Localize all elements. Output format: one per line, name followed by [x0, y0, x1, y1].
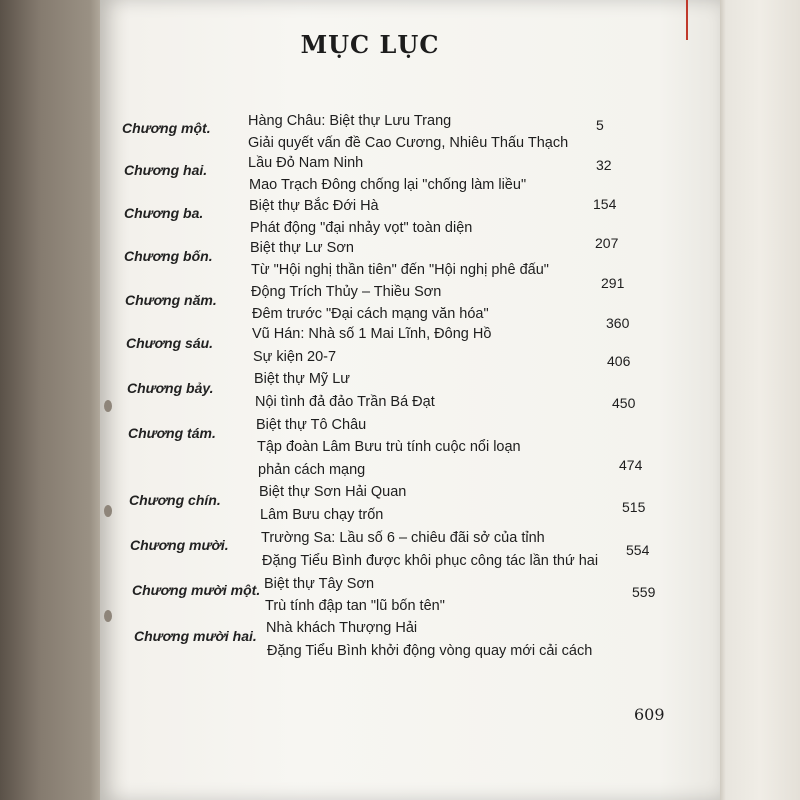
folio-page-number: 609	[634, 705, 665, 724]
toc-entry: Mao Trạch Đông chống lại "chống làm liều"	[249, 177, 527, 193]
toc-entry: Trường Sa: Lầu số 6 – chiêu đãi sở của tỉnh	[261, 530, 545, 546]
chapter-label: Chương mười một.	[132, 582, 261, 598]
toc-entry: Nội tình đả đảo Trần Bá Đạt	[255, 394, 435, 410]
toc-entry: Hàng Châu: Biệt thự Lưu Trang	[248, 113, 452, 129]
toc-entry: Lầu Đỏ Nam Ninh	[248, 155, 364, 171]
page-number: 207	[595, 235, 619, 251]
page-number: 406	[607, 353, 631, 369]
toc-entry: Đặng Tiểu Bình khởi động vòng quay mới cải cách	[267, 643, 593, 659]
page-number: 515	[622, 499, 646, 515]
chapter-label: Chương ba.	[124, 205, 204, 221]
toc-entry: Lâm Bưu chạy trốn	[260, 507, 384, 523]
toc-entry: Nhà khách Thượng Hải	[266, 620, 418, 636]
toc-entry: Đêm trước "Đại cách mạng văn hóa"	[252, 306, 489, 322]
chapter-label: Chương chín.	[129, 492, 221, 508]
page-number: 559	[632, 584, 656, 600]
toc-entry: Biệt thự Tô Châu	[256, 417, 367, 433]
toc-entry: Từ "Hội nghị thần tiên" đến "Hội nghị phê đấu"	[251, 262, 549, 278]
chapter-label: Chương một.	[122, 120, 211, 136]
toc-entry: Đặng Tiểu Bình được khôi phục công tác lần thứ hai	[262, 553, 599, 569]
toc-entry: Vũ Hán: Nhà số 1 Mai Lĩnh, Đông Hồ	[252, 326, 492, 342]
binding-hole	[104, 610, 112, 622]
chapter-label: Chương năm.	[125, 292, 217, 308]
page-number: 554	[626, 542, 650, 558]
page-number: 32	[596, 157, 612, 173]
toc-entry: Sự kiện 20-7	[253, 349, 337, 365]
binding-hole	[104, 505, 112, 517]
next-page-edge	[720, 0, 800, 800]
toc-entry: Phát động "đại nhảy vọt" toàn diện	[250, 220, 473, 236]
toc-entry: Tập đoàn Lâm Bưu trù tính cuộc nổi loạn	[257, 439, 521, 455]
toc-entry: Biệt thự Sơn Hải Quan	[259, 484, 407, 500]
page-number: 474	[619, 457, 643, 473]
binding-hole	[104, 400, 112, 412]
page-number: 5	[596, 117, 604, 133]
chapter-label: Chương hai.	[124, 162, 208, 178]
toc-title: MỤC LỤC	[300, 30, 440, 59]
page-number: 291	[601, 275, 625, 291]
page-number: 360	[606, 315, 630, 331]
page-number: 154	[593, 196, 617, 212]
toc-entry: Biệt thự Lư Sơn	[250, 240, 354, 256]
chapter-label: Chương bốn.	[124, 248, 213, 264]
chapter-label: Chương tám.	[128, 425, 216, 441]
page-number: 450	[612, 395, 636, 411]
toc-entry: Biệt thự Mỹ Lư	[254, 371, 350, 387]
toc-entry: Biệt thự Bắc Đới Hà	[249, 198, 379, 214]
toc-entry: Trù tính đập tan "lũ bốn tên"	[265, 598, 445, 614]
chapter-label: Chương sáu.	[126, 335, 214, 351]
chapter-label: Chương mười.	[130, 537, 229, 553]
toc-entry: Biệt thự Tây Sơn	[264, 576, 375, 592]
toc-entry: Động Trích Thủy – Thiều Sơn	[251, 284, 442, 300]
toc-entry: Giải quyết vấn đề Cao Cương, Nhiêu Thấu Thạch	[248, 135, 569, 151]
chapter-label: Chương bảy.	[127, 380, 214, 396]
chapter-label: Chương mười hai.	[134, 628, 257, 644]
toc-entry: phản cách mạng	[258, 462, 366, 478]
